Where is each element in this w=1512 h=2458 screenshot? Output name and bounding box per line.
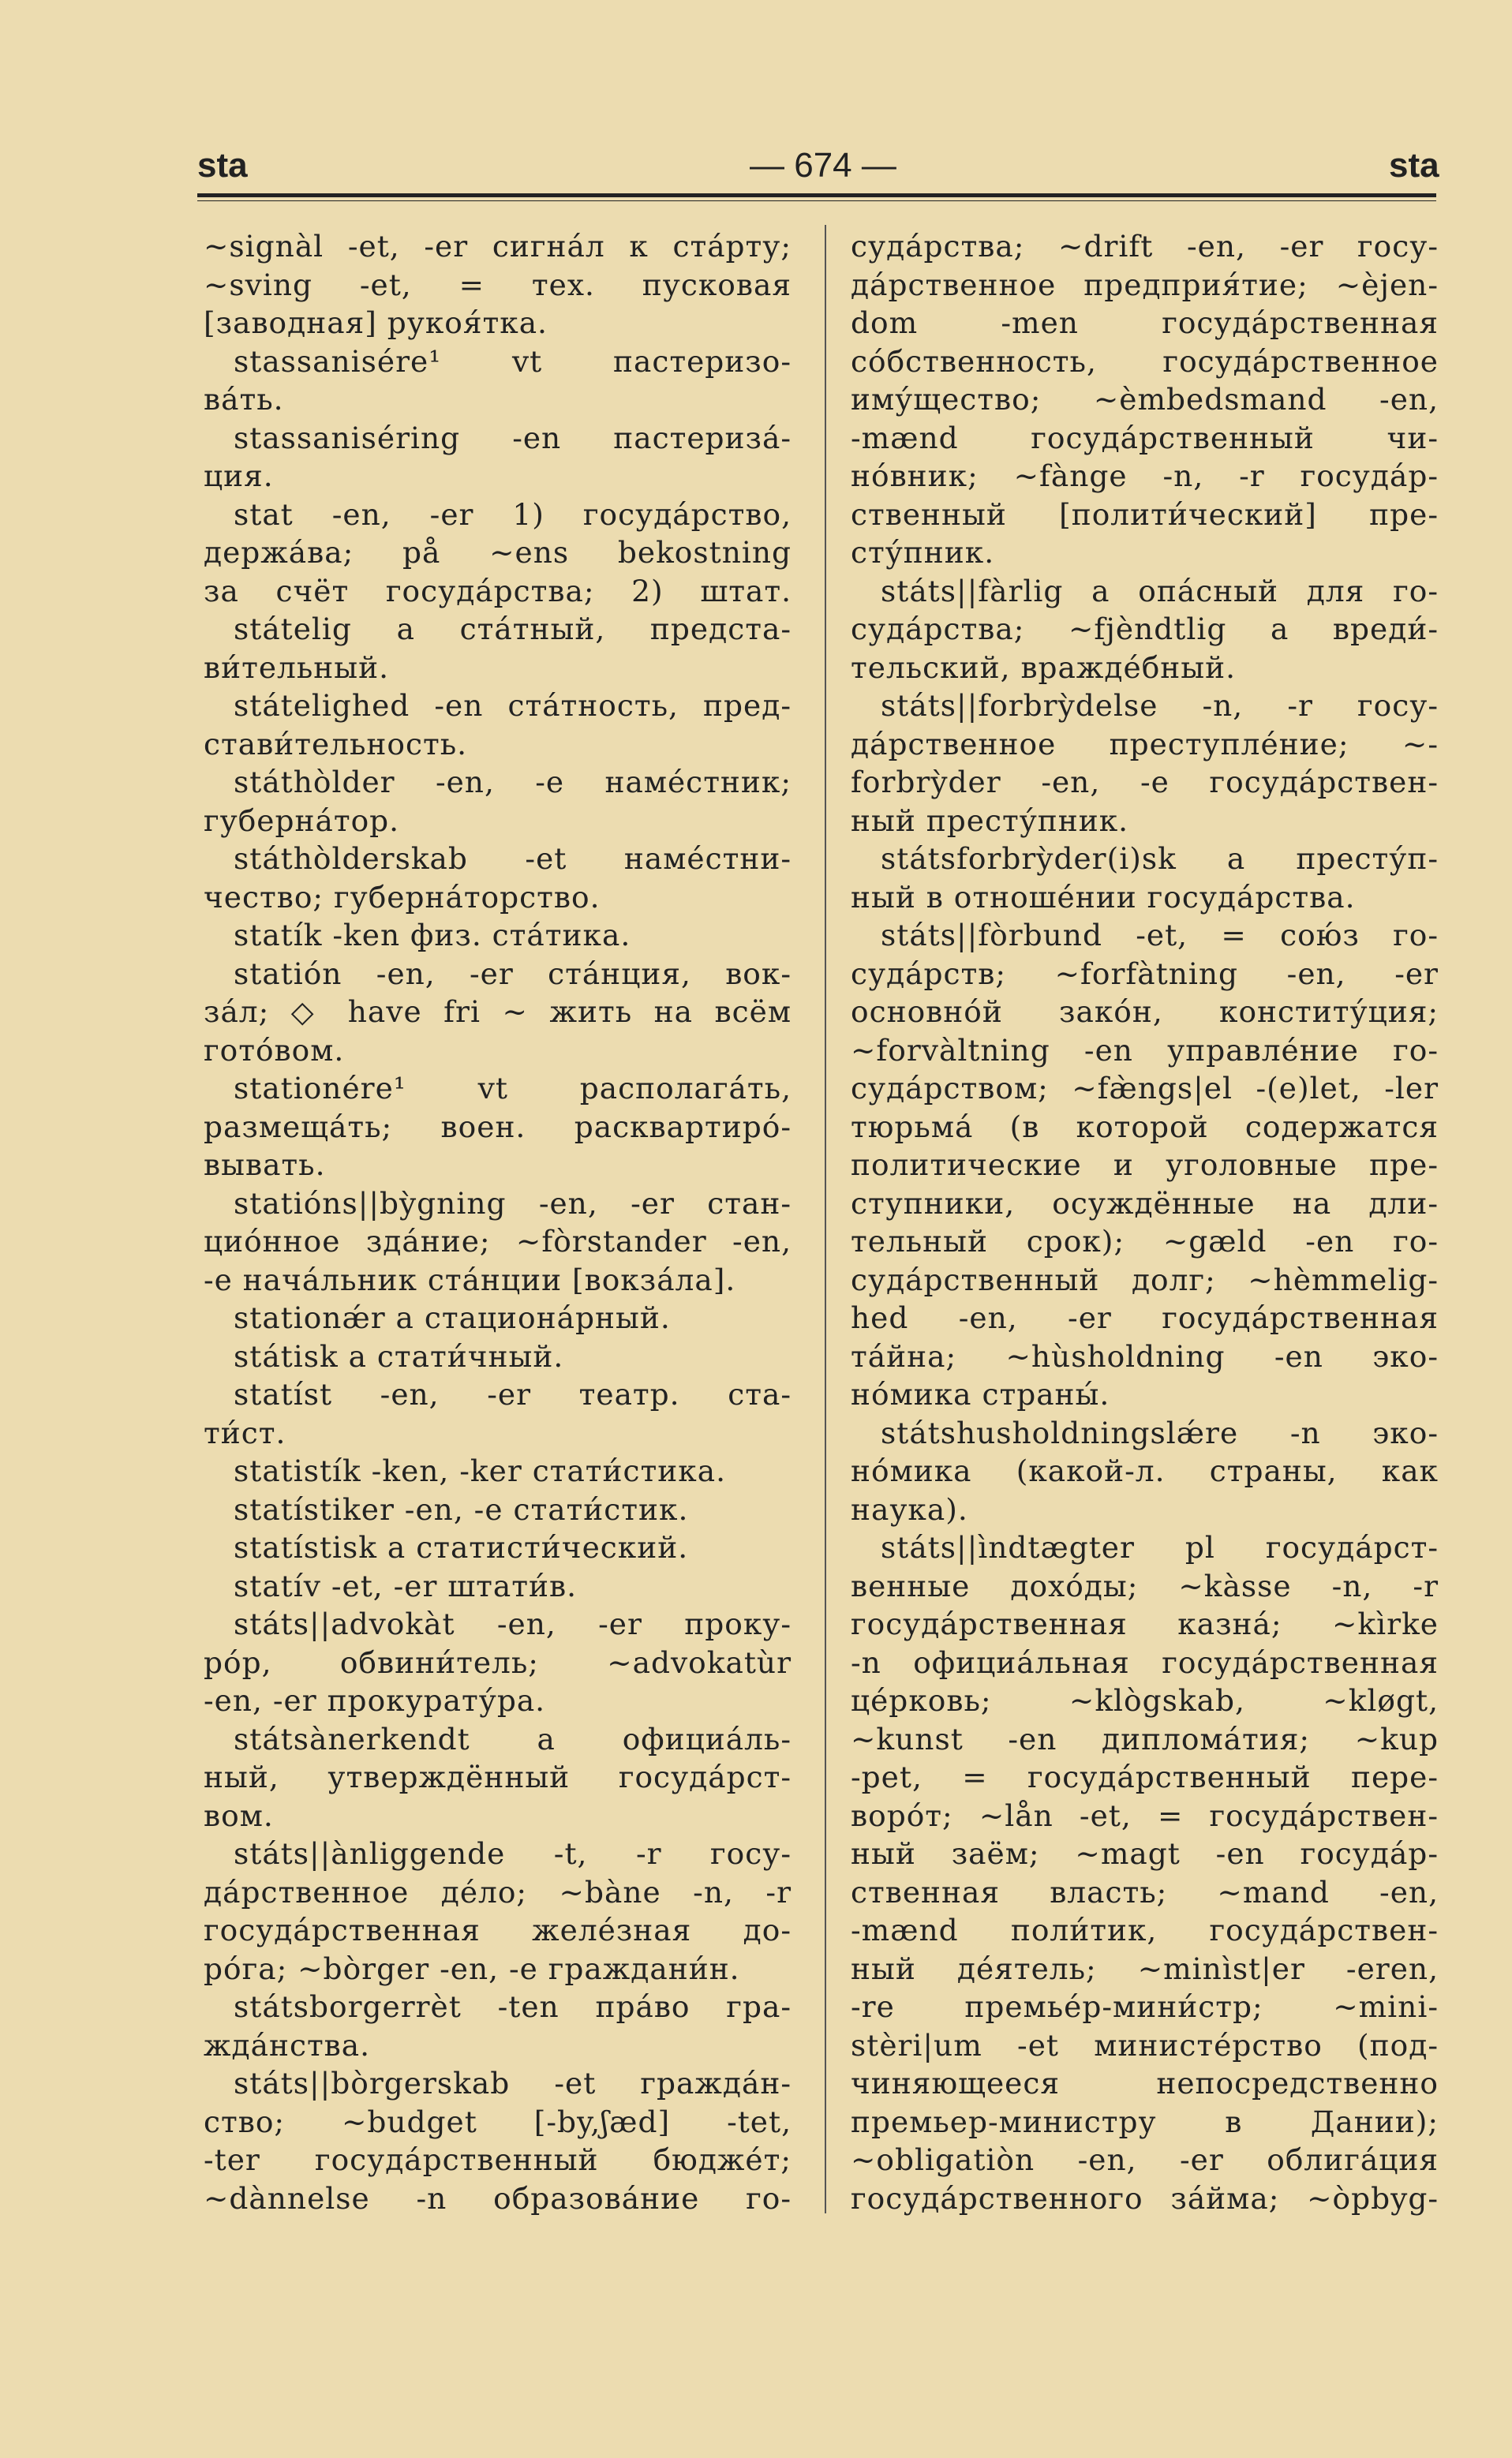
text-line: -ter госуда́рственный бюдже́т; [204,2142,792,2177]
text-line: та́йна; ~hùsholdning -en эко- [851,1338,1439,1374]
text-line: statións||bỳgning -en, -er стан- [234,1185,792,1221]
text-line: жда́нства. [204,2027,371,2063]
text-line: státs||fàrlig a опа́сный для го- [881,573,1439,608]
text-line: тельный срок); ~gæld -en го- [851,1224,1439,1259]
running-head-left: sta [197,146,248,185]
text-line: но́мика страны́. [851,1377,1110,1412]
text-line: вывать. [204,1147,326,1182]
text-line: да́рственное де́ло; ~bàne -n, -r [204,1874,792,1910]
text-line: суда́рств; ~forfàtning -en, -er [851,956,1439,991]
text-line: stassaniséring -en пастериза́- [234,420,792,455]
text-line: суда́рства; ~fjèndtlig a вреди́- [851,612,1439,646]
text-line: ~signàl -et, -er сигна́л к ста́рту; [204,229,792,264]
text-line: да́рственное предприя́тие; ~èjen- [851,267,1439,302]
text-line: но́вник; ~fànge -n, -r госуда́р- [851,458,1439,493]
text-line: суда́рственный долг; ~hèmmelig- [851,1262,1439,1297]
text-line: státisk a стати́чный. [234,1338,564,1374]
text-line: -mænd госуда́рственный чи- [851,420,1439,455]
running-head-right: sta [1389,146,1439,185]
text-line: státs||forbrỳdelse -n, -r госу- [881,688,1439,723]
text-line: ~obligatiòn -en, -er облига́ция [851,2142,1439,2177]
text-line: -re премье́р-мини́стр; ~mini- [851,1989,1439,2024]
text-line: ~dànnelse -n образова́ние го- [204,2180,792,2216]
text-line: státelig a ста́тный, предста- [234,612,792,646]
text-line: ственный [полити́ческий] пре- [851,496,1439,532]
text-line: суда́рством; ~fæ̀ngs|el -(e)let, -ler [851,1071,1439,1106]
text-line: госуда́рственного за́йма; ~òpbyg- [851,2180,1439,2216]
text-line: státsborgerrèt -ten пра́во гра- [234,1989,792,2024]
text-line: státs||advokàt -en, -er проку- [234,1607,792,1641]
text-line: statión -en, -er ста́нция, вок- [234,956,792,991]
text-line: суда́рства; ~drift -en, -er госу- [851,229,1439,264]
text-line: ный заём; ~magt -en госуда́р- [851,1836,1439,1871]
text-line: státhòlder -en, -e наме́стник; [234,765,792,799]
text-line: -n официа́льная госуда́рственная [851,1644,1439,1680]
text-line: [заводная] рукоя́тка. [204,305,548,340]
text-line: ти́ст. [204,1415,286,1450]
text-line: политические и уголовные пре- [851,1147,1439,1182]
text-line: ва́ть. [204,382,284,417]
text-line: státs||bòrgerskab -et гражда́н- [234,2066,792,2101]
text-line: стави́тельность. [204,726,468,761]
text-line: вом. [204,1798,274,1833]
text-line: ~kunst -en диплома́тия; ~kup [851,1721,1439,1757]
text-line: сту́пник. [851,535,995,570]
text-line: чество; губерна́торство. [204,879,601,915]
text-line: премьер-министру в Дании); [851,2104,1439,2139]
text-line: иму́щество; ~èmbedsmand -en, [851,382,1439,417]
text-line: stationǽr a стациона́рный. [234,1300,671,1335]
text-line: dom -men госуда́рственная [851,305,1439,340]
text-line: размеща́ть; воен. расквартиро́- [204,1109,792,1144]
text-line: státs||ìndtægter pl госуда́рст- [881,1530,1439,1565]
text-line: státsforbrỳder(i)sk a престу́п- [881,841,1439,876]
text-line: ступники, осуждённые на дли- [851,1185,1439,1221]
text-line: за́л; ◇ have fri ~ жить на всём [204,994,792,1029]
text-line: ный де́ятель; ~minìst|er -eren, [851,1951,1439,1986]
text-line: основно́й зако́н, конститу́ция; [851,994,1439,1029]
text-line: ный, утверждённый госуда́рст- [204,1760,792,1794]
page-number: — 674 — [750,146,896,185]
text-line: stassanisére¹ vt пастеризо- [234,343,792,379]
text-line: цио́нное зда́ние; ~fòrstander -en, [204,1224,792,1259]
text-line: statív -et, -er штати́в. [234,1568,578,1603]
text-line: státshusholdningslǽre -n эко- [881,1415,1439,1450]
header-rule-thin [197,200,1436,201]
right-column [851,227,1439,2217]
text-line: ство; ~budget [-by,ʃæd] -tet, [204,2104,792,2139]
text-line: гото́вом. [204,1032,345,1068]
text-line: státelighed -en ста́тность, пред- [234,688,792,723]
text-line: це́рковь; ~klògskab, ~kløgt, [851,1683,1439,1718]
text-line: -en, -er прокурату́ра. [204,1683,546,1718]
text-line: statístisk a статисти́ческий. [234,1530,689,1565]
text-line: -e нача́льник ста́нции [вокза́ла]. [204,1262,736,1297]
text-line: ро́р, обвини́тель; ~advokatùr [204,1644,792,1680]
text-line: госуда́рственная желе́зная до- [204,1913,792,1947]
text-line: венные дохо́ды; ~kàsse -n, -r [851,1568,1439,1603]
text-line: но́мика (какой-л. страны, как [851,1453,1439,1488]
text-line: со́бственность, госуда́рственное [851,343,1439,379]
text-line: ро́га; ~bòrger -en, -e граждани́н. [204,1951,740,1986]
text-line: да́рственное преступле́ние; ~- [851,726,1439,761]
text-line: statíst -en, -er театр. ста- [234,1377,792,1412]
text-line: -mænd поли́тик, госуда́рствен- [851,1913,1439,1947]
text-line: statík -ken физ. ста́тика. [234,918,631,952]
text-line: stationére¹ vt располага́ть, [234,1071,792,1106]
text-line: ~forvàltning -en управле́ние го- [851,1032,1439,1068]
text-line: тюрьма́ (в которой содержатся [851,1109,1439,1144]
text-line: stat -en, -er 1) госуда́рство, [234,496,792,532]
text-line: hed -en, -er госуда́рственная [851,1300,1439,1335]
text-line: státhòlderskab -et наме́стни- [234,841,792,876]
text-line: ~sving -et, = тех. пусковая [204,267,792,302]
text-line: воро́т; ~lån -et, = госуда́рствен- [851,1798,1439,1833]
text-line: ция. [204,458,274,493]
header-rule [197,193,1436,197]
text-line: тельский, вражде́бный. [851,649,1237,685]
text-line: наука). [851,1491,968,1527]
left-column [204,227,792,2217]
text-line: -pet, = госуда́рственный пере- [851,1760,1439,1794]
text-line: statístiker -en, -e стати́стик. [234,1491,689,1527]
text-line: státs||fòrbund -et, = сою́з го- [881,918,1439,952]
text-line: stèri|um -et министе́рство (под- [851,2027,1439,2063]
text-line: ный в отноше́нии госуда́рства. [851,879,1356,915]
text-line: чиняющееся непосредственно [851,2066,1439,2101]
text-line: госуда́рственная казна́; ~kìrke [851,1607,1439,1641]
text-line: за счёт госуда́рства; 2) штат. [204,573,792,608]
text-line: ный престу́пник. [851,802,1129,838]
text-line: губерна́тор. [204,802,400,838]
text-line: ви́тельный. [204,649,390,685]
text-line: státsànerkendt a официа́ль- [234,1721,792,1757]
text-line: forbrỳder -en, -e госуда́рствен- [851,765,1439,799]
column-divider [825,225,826,2213]
text-line: státs||ànliggende -t, -r госу- [234,1836,792,1871]
text-line: statistík -ken, -ker стати́стика. [234,1453,726,1488]
text-line: ственная власть; ~mand -en, [851,1874,1439,1910]
text-line: держа́ва; på ~ens bekostning [204,535,792,570]
